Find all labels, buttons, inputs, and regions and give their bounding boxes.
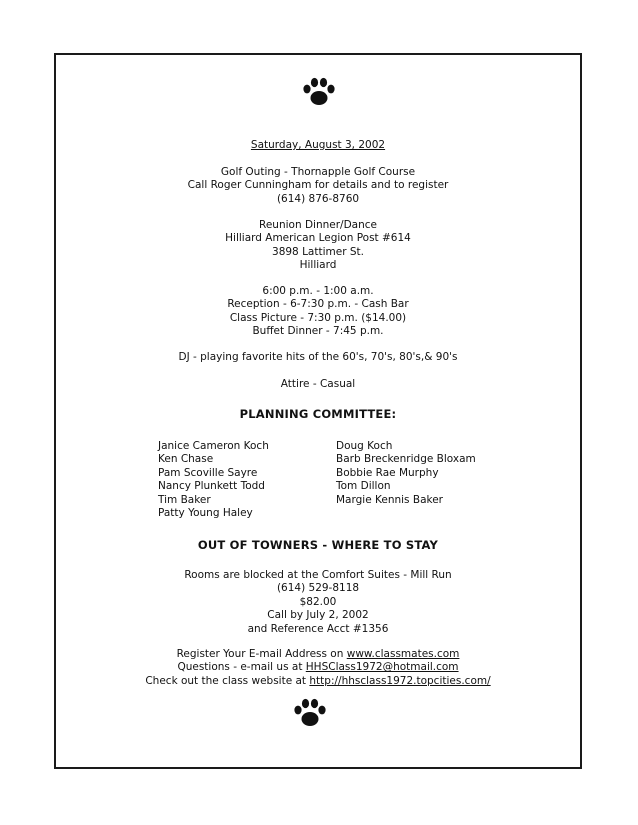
- dinner-line: Hilliard American Legion Post #614: [225, 232, 411, 245]
- committee-member: Doug Koch: [336, 440, 393, 452]
- schedule-line: Buffet Dinner - 7:45 p.m.: [252, 325, 384, 338]
- schedule-line: Reception - 6-7:30 p.m. - Cash Bar: [227, 298, 409, 311]
- dinner-line: Reunion Dinner/Dance: [259, 219, 377, 231]
- schedule-line: Class Picture - 7:30 p.m. ($14.00): [229, 311, 407, 324]
- dinner-line: 3898 Lattimer St.: [272, 245, 364, 258]
- lodging-line: (614) 529-8118: [276, 582, 360, 595]
- committee-member: Pam Scoville Sayre: [158, 466, 258, 479]
- committee-member: Ken Chase: [158, 453, 214, 466]
- event-date-text: Saturday, August 3, 2002: [250, 139, 386, 151]
- dinner-line: Hilliard: [299, 259, 337, 272]
- dinner-section: [56, 219, 580, 273]
- committee-list-right: [336, 440, 476, 507]
- paw-print-icon: [293, 698, 327, 728]
- golf-line: Call Roger Cunningham for details and to register: [187, 179, 449, 192]
- committee-member: Janice Cameron Koch: [158, 440, 269, 452]
- paw-print-icon: [302, 77, 336, 107]
- lodging-line: $82.00: [299, 595, 337, 608]
- committee-member: Tim Baker: [158, 493, 211, 506]
- golf-line: (614) 876-8760: [276, 192, 360, 205]
- register-line: [56, 648, 580, 661]
- lodging-line: Rooms are blocked at the Comfort Suites - Mill Run: [184, 569, 452, 581]
- classmates-link[interactable]: www.classmates.com: [346, 648, 460, 660]
- committee-member: Nancy Plunkett Todd: [158, 480, 265, 493]
- out-of-towners-heading: OUT OF TOWNERS - WHERE TO STAY: [197, 538, 439, 552]
- committee-list-left: [158, 440, 269, 520]
- contact-section: [56, 648, 580, 688]
- attire-text: Attire - Casual: [280, 378, 356, 390]
- committee-member: Patty Young Haley: [158, 507, 253, 520]
- dj-info: [56, 351, 580, 364]
- lodging-line: Call by July 2, 2002: [267, 609, 369, 622]
- committee-member: Barb Breckenridge Bloxam: [336, 453, 476, 466]
- register-text: Register Your E-mail Address on: [176, 648, 347, 660]
- dj-text: DJ - playing favorite hits of the 60's, 70's, 80's,& 90's: [178, 351, 458, 363]
- golf-line: Golf Outing - Thornapple Golf Course: [220, 166, 416, 178]
- planning-committee-heading: PLANNING COMMITTEE:: [239, 407, 397, 421]
- attire-info: [56, 378, 580, 391]
- email-link[interactable]: HHSClass1972@hotmail.com: [305, 661, 459, 674]
- schedule-section: [56, 285, 580, 339]
- schedule-line: 6:00 p.m. - 1:00 a.m.: [262, 285, 374, 297]
- class-website-link[interactable]: http://hhsclass1972.topcities.com/: [309, 674, 491, 687]
- questions-line: [56, 661, 580, 674]
- committee-member: Bobbie Rae Murphy: [336, 466, 439, 479]
- event-date: [56, 139, 580, 152]
- lodging-section: [56, 569, 580, 636]
- committee-member: Tom Dillon: [336, 480, 391, 493]
- questions-text: Questions - e-mail us at: [177, 661, 306, 674]
- lodging-line: and Reference Acct #1356: [247, 622, 389, 635]
- golf-outing-section: [56, 166, 580, 206]
- website-text: Check out the class website at: [145, 674, 310, 687]
- website-line: [56, 675, 580, 688]
- committee-member: Margie Kennis Baker: [336, 493, 443, 506]
